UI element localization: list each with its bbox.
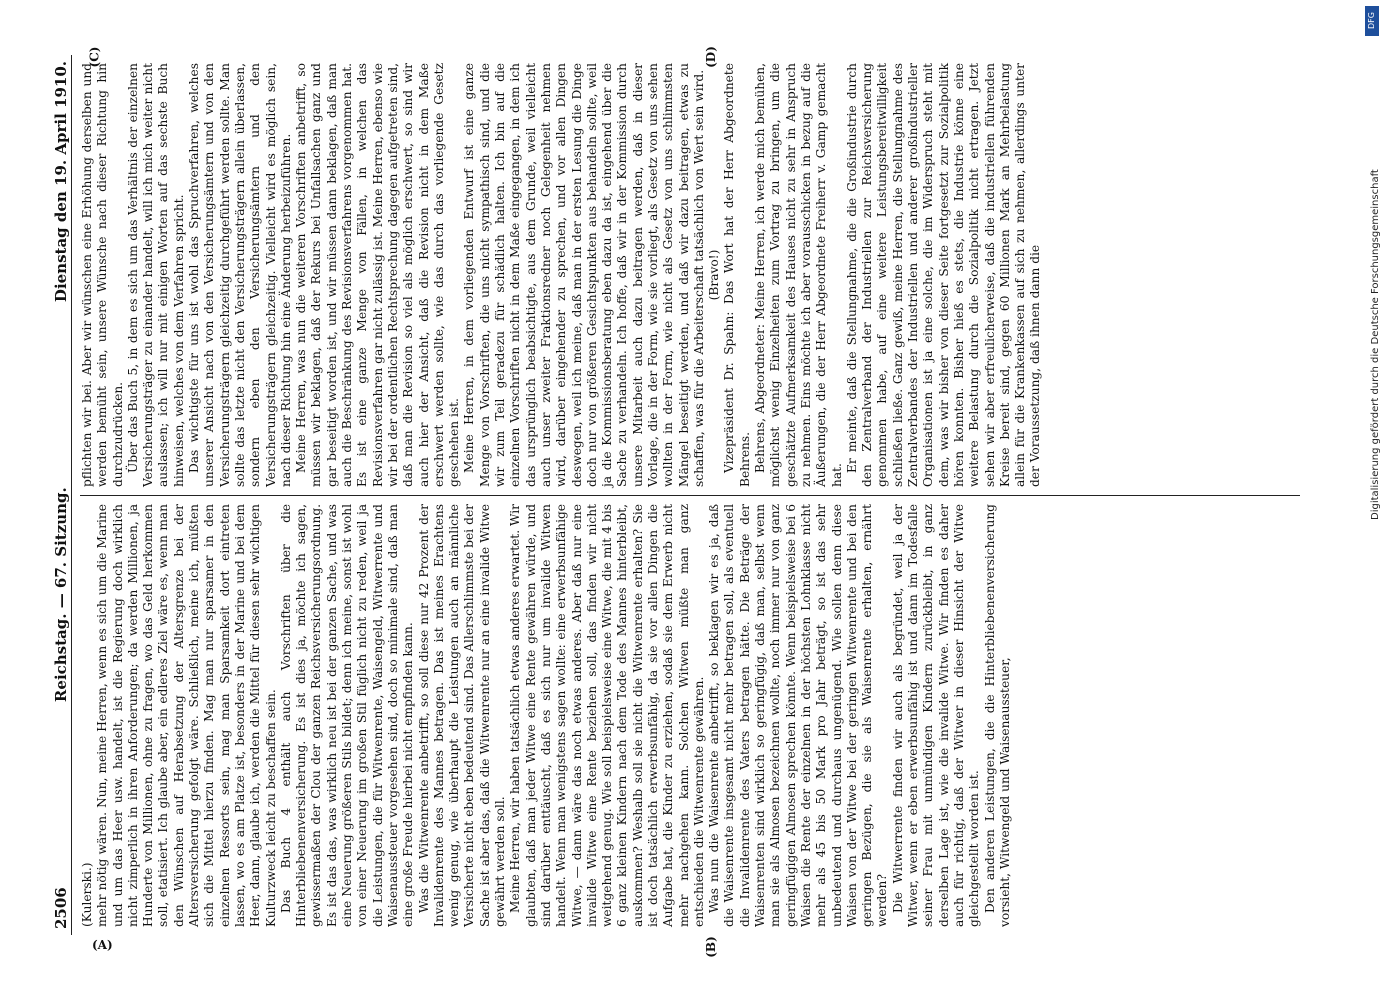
header-right-title: Dienstag den 19. April 1910.: [51, 61, 70, 303]
page-number: 2506: [51, 887, 70, 929]
paragraph: Die Witwerrente finden wir auch als begründet, weil ja der Witwer, wenn er eben erwerbsunfähig ist und dann im Todesfalle seiner Frau mit unmündigen Kindern zurückbleibt, in ganz derselben Lage ist, wie die invalide Witwe. Wir finden es daher auch für richtig, daß der Witwer in dieser Hinsicht der Witwe gleichgestellt worden ist.: [890, 504, 982, 927]
paragraph: Meine Herren, was nun die weiteren Vorschriften anbetrifft, so müssen wir beklagen, daß der Rekurs bei Unfallsachen ganz und gar beseitigt worden ist, und wir müssen dann beklagen, daß man auch die Beschränkung des Revisionsverfahrens vorgenommen hat. Es ist eine ganze Menge von Fällen, in welchen das Revisionsverfahren gar nicht zulässig ist. Meine Herren, ebenso wie wir bei der ordentlichen Rechtsprechung dagegen aufgetreten sind, daß man die Revision so viel als möglich erschwert, so sind wir auch hier der Ansicht, daß die Revision nicht in dem Maße erschwert werden sollte, wie das durch das vorliegende Gesetz geschehen ist.: [294, 63, 462, 487]
header-left-title: Reichstag. — 67. Sitzung.: [51, 487, 70, 703]
paragraph: Den anderen Leistungen, die die Hinterbliebenenversicherung vorsieht, Witwengeld und Waisenaussteuer,: [982, 504, 1012, 927]
paragraph: Das wichtigste für uns ist wohl das Spruchverfahren, welches unserer Ansicht nach von den Versicherungsämtern und von den Versicherungsträgern gleichzeitig durchgeführt werden sollte. Man sollte das letzte nicht den Versicherungsträgern allein überlassen, sondern eben den Versicherungsämtern und den Versicherungsträgern gleichzeitig. Vielleicht wird es möglich sein, nach dieser Richtung hin eine Änderung herbeizuführen.: [187, 63, 293, 487]
margin-marker-d: (D): [703, 46, 718, 68]
margin-marker-a: (A): [92, 938, 113, 952]
margin-marker-b: (B): [703, 936, 718, 958]
digitization-credit: Digitalisierung gefördert durch die Deutsche Forschungsgemeinschaft: [1370, 169, 1381, 520]
paragraph: pflichten wir bei. Aber wir wünschen eine Erhöhung derselben und werden bemüht sein, unsere Wünsche nach dieser Richtung hin durchzudrücken.: [80, 63, 125, 487]
paragraph: Meine Herren, wir haben tatsächlich etwas anderes erwartet. Wir glaubten, daß man jeder Witwe eine Rente gewähren würde, und sind darüber enttäuscht, daß es sich nur um invalide Witwen handelt. Wenn man wenigstens sagen wollte: eine erwerbsunfähige Witwe, — dann wäre das noch etwas anderes. Aber daß nur eine invalide Witwe eine Rente beziehen soll, das finden wir nicht weitgehend genug. Wie soll beispielsweise eine Witwe, die mit 4 bis 6 ganz kleinen Kindern nach dem Tode des Mannes hinterbleibt, auskommen? Weshalb soll sie nicht die Witwenrente erhalten? Sie ist doch tatsächlich erwerbsunfähig, da sie vor allen Dingen die Aufgabe hat, die Kinder zu erziehen, sodaß sie dem Erwerb nicht mehr nachgehen kann. Solchen Witwen müßte man ganz entschieden die Witwenrente gewähren.: [508, 504, 706, 927]
left-column: [80, 495, 1300, 935]
paragraph: Das Buch 4 enthält auch Vorschriften über die Hinterbliebenenversicherung. Es ist dies ja, möchte ich sagen, gewissermaßen der Clou der ganzen Reichsversicherungsordnung. Es ist das das, was wirklich neu ist bei der ganzen Sache, und was eine Neuerung größeren Stils bildet; denn ich meine, sonst ist wohl von einer Neuerung im großen Stil füglich nicht zu reden, weil ja die Leistungen, die für Witwenrente, Waisengeld, Witwerrente und Waisenaussteuer vorgesehen sind, doch so minimale sind, daß man eine große Freude hierbei nicht empfinden kann.: [278, 504, 416, 927]
speaker-note: (Kulerski.): [80, 862, 94, 927]
page-header: [50, 55, 72, 935]
rotated-page-content: [50, 55, 1300, 935]
paragraph: Was die Witwenrente anbetrifft, so soll diese nur 42 Prozent der Invalidenrente des Mannes betragen. Das ist meines Erachtens wenig genug, wie überhaupt die Leistungen auch an männliche Versicherte nicht eben bedeutend sind. Das Allerschlimmste bei der Sache ist aber das, daß die Witwenrente nur an eine invalide Witwe gewährt werden soll.: [416, 504, 508, 927]
margin-marker-c: (C): [87, 46, 102, 68]
paragraph: Was nun die Waisenrente anbetrifft, so beklagen wir es ja, daß die Waisenrente insgesamt nicht mehr betragen soll, als eventuell die Invalidenrente des Vaters betragen hätte. Die Beträge der Waisenrenten sind wirklich so geringfügig, daß man, selbst wenn man sie als Almosen bezeichnen wollte, noch immer nur von ganz geringfügigen Almosen sprechen könnte. Wenn beispielsweise bei 6 Waisen die Rente der einzelnen in der höchsten Lohnklasse nicht mehr als 45 bis 50 Mark pro Jahr beträgt, so ist das sehr unbedeutend und durchaus ungenügend. Wie sollen denn diese Waisen von der Witwe bei der geringen Witwenrente und bei den geringen Bezügen, die sie als Waisenrente erhalten, ernährt werden?: [707, 504, 890, 927]
paragraph: Behrens, Abgeordneter: Meine Herren, ich werde mich bemühen, möglichst wenig Einzelheiten zum Vortrag zu bringen, um die geschätzte Aufmerksamkeit des Hauses nicht zu sehr in Anspruch zu nehmen. Eins möchte ich aber vorausschicken in bezug auf die Äußerungen, die der Herr Abgeordnete Freiherr v. Gamp gemacht hat.: [753, 63, 844, 487]
dfg-logo: DFG: [1365, 6, 1379, 36]
paragraph: Vizepräsident Dr. Spahn: Das Wort hat der Herr Abgeordnete Behrens.: [722, 63, 752, 487]
paragraph: Er meinte, daß die Stellungnahme, die die Großindustrie durch den Zentralverband der Industriellen zur Reichsversicherung genommen habe, auf eine weitere Leistungsbereitwilligkeit schließen ließe. Ganz gewiß, meine Herren, die Stellungnahme des Zentralverbandes der Industriellen und anderer großindustrieller Organisationen ist ja eine solche, die im Widerspruch steht mit dem, was wir bisher von dieser Seite fortgesetzt zur Sozialpolitik hören konnten. Bisher hieß es stets, die Industrie könne eine weitere Belastung durch die Sozialpolitik nicht ertragen. Jetzt sehen wir aber erfreulicherweise, daß die industriellen führenden Kreise bereit sind, gegen 60 Millionen Mark an Mehrbelastung allein für die Krankenkassen auf sich zu nehmen, allerdings unter der Voraussetzung, daß ihnen dann die: [844, 63, 1043, 487]
paragraph: Über das Buch 5, in dem es sich um das Verhältnis der einzelnen Versicherungsträger zu einander handelt, will ich mich weiter nicht auslassen; ich will nur mit einigen Worten auf das sechste Buch hinweisen, welches von dem Verfahren spricht.: [125, 63, 186, 487]
paragraph: mehr nötig wären. Nun, meine Herren, wenn es sich um die Marine und um das Heer usw. handelt, ist die Regierung doch wirklich nicht zimperlich in ihren Anforderungen; da werden Millionen, ja Hunderte von Millionen, ohne zu fragen, wo das Geld herkommen soll, etatisiert. Ich glaube aber, ein edleres Ziel wäre es, wenn man den Wünschen auf Herabsetzung der Altersgrenze bei der Altersversicherung gefolgt wäre. Schließlich, meine ich, müßten sich die Mittel hierzu finden. Mag man nur sparsamer in den einzelnen Ressorts sein, mag man Sparsamkeit dort eintreten lassen, wo es am Platze ist, besonders in der Marine und bei dem Heer, dann, glaube ich, werden die Mittel für diesen sehr wichtigen Kulturzweck leicht zu beschaffen sein.: [95, 504, 278, 927]
right-column: [80, 55, 1300, 495]
paragraph: Meine Herren, in dem vorliegenden Entwurf ist eine ganze Menge von Vorschriften, die uns nicht sympathisch sind, und die wir zum Teil geradezu für schädlich halten. Ich bin auf die einzelnen Vorschriften nicht in dem Maße eingegangen, in dem ich das ursprünglich beabsichtigte, aus dem Grunde, weil vielleicht auch unser zweiter Fraktionsredner noch Gelegenheit nehmen wird, darüber eingehender zu sprechen, und vor allen Dingen deswegen, weil ich meine, daß man in der ersten Lesung die Dinge doch nur von größeren Gesichtspunkten aus behandeln sollte, weil ja die Kommissionsberatung eben dazu da ist, eingehend über die Sache zu verhandeln. Ich hoffe, daß wir in der Kommission durch unsere Mitarbeit auch dazu beitragen werden, daß in dieser Vorlage, die in der Form, wie sie vorliegt, als Gesetz von uns sehen wollten in der Form, wie nicht als Gesetz von uns schlimmsten Mängel beseitigt werden, und daß wir dazu beitragen, etwas zu schaffen, was für die Arbeiterschaft tatsächlich von Wert sein wird.: [462, 63, 706, 487]
applause-note: (Bravo!): [707, 249, 722, 301]
text-columns: [80, 55, 1300, 935]
